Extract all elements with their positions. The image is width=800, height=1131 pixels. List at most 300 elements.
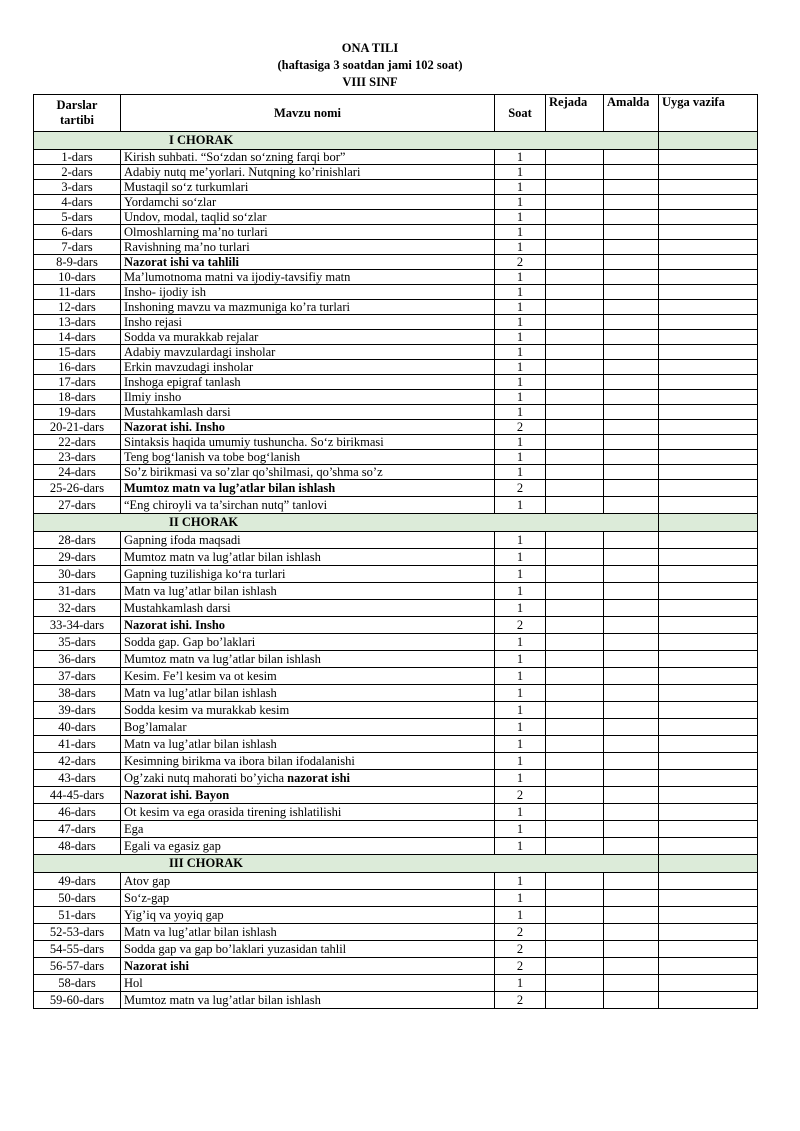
- plan-cell: [546, 532, 604, 549]
- lesson-topic-text: Insho rejasi: [124, 315, 182, 329]
- lesson-topic: [121, 804, 495, 821]
- table-row: [34, 804, 758, 821]
- lesson-hours: 1: [495, 975, 546, 992]
- lesson-topic: [121, 315, 495, 330]
- table-row: [34, 685, 758, 702]
- lesson-topic-text: Nazorat ishi. Bayon: [124, 788, 230, 802]
- lesson-hours: 1: [495, 285, 546, 300]
- homework-cell: [659, 873, 758, 890]
- actual-cell: [604, 390, 659, 405]
- lesson-topic-bold-text: nazorat ishi: [287, 771, 351, 785]
- plan-cell: [546, 405, 604, 420]
- lesson-topic-text: Adabiy mavzulardagi insholar: [124, 345, 276, 359]
- lesson-number: 56-57-dars: [34, 958, 121, 975]
- table-row: [34, 150, 758, 165]
- homework-cell: [659, 975, 758, 992]
- homework-cell: [659, 668, 758, 685]
- lesson-topic: [121, 634, 495, 651]
- col-header-actual: Amalda: [604, 95, 659, 132]
- homework-cell: [659, 549, 758, 566]
- lesson-hours: 1: [495, 465, 546, 480]
- lesson-topic-text: Nazorat ishi: [124, 959, 189, 973]
- plan-cell: [546, 890, 604, 907]
- table-row: [34, 180, 758, 195]
- lesson-hours: 1: [495, 838, 546, 855]
- homework-cell: [659, 270, 758, 285]
- lesson-hours: 1: [495, 907, 546, 924]
- lesson-number: 14-dars: [34, 330, 121, 345]
- table-row: [34, 634, 758, 651]
- actual-cell: [604, 821, 659, 838]
- plan-cell: [546, 315, 604, 330]
- actual-cell: [604, 330, 659, 345]
- quarter-label: I CHORAK: [34, 132, 659, 150]
- plan-cell: [546, 180, 604, 195]
- homework-cell: [659, 719, 758, 736]
- actual-cell: [604, 497, 659, 514]
- actual-cell: [604, 345, 659, 360]
- lesson-number: 27-dars: [34, 497, 121, 514]
- lesson-topic: [121, 975, 495, 992]
- lesson-topic: [121, 210, 495, 225]
- lesson-topic-text: Mumtoz matn va lug’atlar bilan ishlash: [124, 993, 321, 1007]
- lesson-topic-text: Yordamchi so‘zlar: [124, 195, 217, 209]
- table-row: [34, 195, 758, 210]
- lesson-topic-text: Ega: [124, 822, 144, 836]
- lesson-hours: 1: [495, 685, 546, 702]
- actual-cell: [604, 450, 659, 465]
- plan-cell: [546, 804, 604, 821]
- plan-cell: [546, 838, 604, 855]
- lesson-number: 47-dars: [34, 821, 121, 838]
- table-row: [34, 375, 758, 390]
- plan-cell: [546, 992, 604, 1009]
- lesson-number: 48-dars: [34, 838, 121, 855]
- lesson-topic-text: Og’zaki nutq mahorati bo’yicha: [124, 771, 288, 785]
- plan-cell: [546, 270, 604, 285]
- actual-cell: [604, 532, 659, 549]
- lesson-hours: 1: [495, 315, 546, 330]
- lesson-topic-text: Teng bog‘lanish va tobe bog‘lanish: [124, 450, 301, 464]
- lesson-topic: [121, 685, 495, 702]
- lesson-topic: [121, 195, 495, 210]
- plan-cell: [546, 924, 604, 941]
- lesson-topic-text: Erkin mavzudagi insholar: [124, 360, 254, 374]
- lesson-number: 32-dars: [34, 600, 121, 617]
- lesson-number: 5-dars: [34, 210, 121, 225]
- table-row: [34, 566, 758, 583]
- lesson-topic: [121, 821, 495, 838]
- lesson-hours: 1: [495, 150, 546, 165]
- lesson-topic-text: Ravishning ma’no turlari: [124, 240, 250, 254]
- lesson-topic: [121, 838, 495, 855]
- actual-cell: [604, 719, 659, 736]
- actual-cell: [604, 285, 659, 300]
- actual-cell: [604, 210, 659, 225]
- lesson-number: 38-dars: [34, 685, 121, 702]
- lesson-topic: [121, 583, 495, 600]
- table-row: [34, 992, 758, 1009]
- lesson-topic: [121, 702, 495, 719]
- homework-cell: [659, 634, 758, 651]
- actual-cell: [604, 924, 659, 941]
- lesson-number: 15-dars: [34, 345, 121, 360]
- plan-cell: [546, 617, 604, 634]
- lesson-number: 23-dars: [34, 450, 121, 465]
- lesson-topic: [121, 958, 495, 975]
- homework-cell: [659, 497, 758, 514]
- plan-cell: [546, 958, 604, 975]
- table-row: [34, 497, 758, 514]
- lesson-number: 58-dars: [34, 975, 121, 992]
- actual-cell: [604, 651, 659, 668]
- actual-cell: [604, 873, 659, 890]
- homework-cell: [659, 804, 758, 821]
- plan-cell: [546, 195, 604, 210]
- homework-cell: [659, 465, 758, 480]
- lesson-hours: 1: [495, 634, 546, 651]
- actual-cell: [604, 736, 659, 753]
- quarter-row: [34, 514, 758, 532]
- plan-cell: [546, 907, 604, 924]
- lesson-topic: [121, 890, 495, 907]
- lesson-topic: [121, 285, 495, 300]
- actual-cell: [604, 770, 659, 787]
- actual-cell: [604, 787, 659, 804]
- lesson-number: 36-dars: [34, 651, 121, 668]
- col-header-plan: Rejada: [546, 95, 604, 132]
- homework-cell: [659, 360, 758, 375]
- actual-cell: [604, 150, 659, 165]
- lesson-hours: 1: [495, 890, 546, 907]
- homework-cell: [659, 600, 758, 617]
- table-row: [34, 549, 758, 566]
- homework-cell: [659, 924, 758, 941]
- quarter-homework-cell: [659, 514, 758, 532]
- homework-cell: [659, 285, 758, 300]
- lesson-topic-text: Gapning tuzilishiga ko‘ra turlari: [124, 567, 286, 581]
- lesson-hours: 1: [495, 804, 546, 821]
- actual-cell: [604, 435, 659, 450]
- actual-cell: [604, 838, 659, 855]
- homework-cell: [659, 702, 758, 719]
- plan-cell: [546, 941, 604, 958]
- table-row: [34, 873, 758, 890]
- plan-cell: [546, 770, 604, 787]
- actual-cell: [604, 315, 659, 330]
- lesson-topic-text: Mustaqil so‘z turkumlari: [124, 180, 249, 194]
- lesson-topic: [121, 719, 495, 736]
- table-row: [34, 583, 758, 600]
- lesson-topic: [121, 405, 495, 420]
- lesson-topic: [121, 668, 495, 685]
- lesson-topic-text: Ilmiy insho: [124, 390, 182, 404]
- lesson-topic: [121, 770, 495, 787]
- homework-cell: [659, 787, 758, 804]
- lesson-hours: 1: [495, 270, 546, 285]
- lesson-number: 51-dars: [34, 907, 121, 924]
- homework-cell: [659, 736, 758, 753]
- lesson-topic: [121, 450, 495, 465]
- lesson-hours: 2: [495, 255, 546, 270]
- table-row: [34, 668, 758, 685]
- lesson-topic-text: Kesimning birikma va ibora bilan ifodalanishi: [124, 754, 355, 768]
- lesson-number: 24-dars: [34, 465, 121, 480]
- homework-cell: [659, 330, 758, 345]
- lesson-topic-text: Sodda va murakkab rejalar: [124, 330, 259, 344]
- lesson-hours: 1: [495, 719, 546, 736]
- lesson-topic: [121, 345, 495, 360]
- lesson-topic: [121, 360, 495, 375]
- homework-cell: [659, 685, 758, 702]
- plan-cell: [546, 165, 604, 180]
- lesson-topic-text: Mustahkamlash darsi: [124, 405, 231, 419]
- lesson-topic: [121, 465, 495, 480]
- lesson-hours: 1: [495, 770, 546, 787]
- lesson-number: 50-dars: [34, 890, 121, 907]
- lesson-number: 17-dars: [34, 375, 121, 390]
- lesson-number: 8-9-dars: [34, 255, 121, 270]
- homework-cell: [659, 180, 758, 195]
- lesson-hours: 1: [495, 300, 546, 315]
- lesson-number: 10-dars: [34, 270, 121, 285]
- lesson-topic: [121, 375, 495, 390]
- col-header-order-line1: Darslar: [56, 98, 98, 112]
- lesson-topic: [121, 497, 495, 514]
- lesson-hours: 1: [495, 360, 546, 375]
- lesson-topic: [121, 165, 495, 180]
- plan-cell: [546, 360, 604, 375]
- lesson-hours: 1: [495, 405, 546, 420]
- lesson-topic: [121, 992, 495, 1009]
- plan-cell: [546, 480, 604, 497]
- actual-cell: [604, 907, 659, 924]
- lesson-topic: [121, 549, 495, 566]
- lesson-topic-text: Egali va egasiz gap: [124, 839, 221, 853]
- plan-cell: [546, 285, 604, 300]
- lesson-number: 22-dars: [34, 435, 121, 450]
- lesson-topic-text: Sintaksis haqida umumiy tushuncha. So‘z birikmasi: [124, 435, 384, 449]
- lesson-number: 4-dars: [34, 195, 121, 210]
- lesson-number: 20-21-dars: [34, 420, 121, 435]
- lesson-number: 54-55-dars: [34, 941, 121, 958]
- lesson-hours: 1: [495, 225, 546, 240]
- homework-cell: [659, 617, 758, 634]
- lesson-hours: 1: [495, 736, 546, 753]
- actual-cell: [604, 668, 659, 685]
- plan-cell: [546, 549, 604, 566]
- plan-cell: [546, 390, 604, 405]
- table-row: [34, 838, 758, 855]
- homework-cell: [659, 480, 758, 497]
- actual-cell: [604, 958, 659, 975]
- actual-cell: [604, 480, 659, 497]
- lesson-hours: 1: [495, 600, 546, 617]
- lesson-hours: 1: [495, 583, 546, 600]
- table-row: [34, 702, 758, 719]
- lesson-number: 2-dars: [34, 165, 121, 180]
- lesson-topic: [121, 532, 495, 549]
- lesson-number: 31-dars: [34, 583, 121, 600]
- table-row: [34, 958, 758, 975]
- lesson-topic-text: Adabiy nutq me’yorlari. Nutqning ko’rinishlari: [124, 165, 361, 179]
- plan-cell: [546, 450, 604, 465]
- col-header-order-line2: tartibi: [59, 113, 95, 127]
- lesson-topic-text: Nazorat ishi. Insho: [124, 420, 226, 434]
- lesson-hours: 1: [495, 330, 546, 345]
- lesson-number: 25-26-dars: [34, 480, 121, 497]
- lesson-topic: [121, 941, 495, 958]
- lesson-topic: [121, 255, 495, 270]
- lesson-topic: [121, 907, 495, 924]
- actual-cell: [604, 195, 659, 210]
- lesson-topic-text: So’z birikmasi va so’zlar qo’shilmasi, qo’shma so’z: [124, 465, 383, 479]
- table-row: [34, 975, 758, 992]
- col-header-hours: Soat: [495, 95, 546, 132]
- actual-cell: [604, 941, 659, 958]
- lesson-topic-text: Inshoga epigraf tanlash: [124, 375, 241, 389]
- lesson-topic: [121, 873, 495, 890]
- homework-cell: [659, 435, 758, 450]
- lesson-number: 33-34-dars: [34, 617, 121, 634]
- lesson-number: 52-53-dars: [34, 924, 121, 941]
- homework-cell: [659, 958, 758, 975]
- homework-cell: [659, 821, 758, 838]
- lesson-topic: [121, 150, 495, 165]
- lesson-topic-text: Mumtoz matn va lug’atlar bilan ishlash: [124, 652, 321, 666]
- lesson-hours: 2: [495, 480, 546, 497]
- table-row: [34, 390, 758, 405]
- lesson-topic-text: Ma’lumotnoma matni va ijodiy-tavsifiy matn: [124, 270, 351, 284]
- homework-cell: [659, 420, 758, 435]
- homework-cell: [659, 240, 758, 255]
- table-row: [34, 465, 758, 480]
- plan-cell: [546, 702, 604, 719]
- table-row: [34, 345, 758, 360]
- lesson-topic: [121, 753, 495, 770]
- table-row: [34, 450, 758, 465]
- table-row: [34, 360, 758, 375]
- table-row: [34, 924, 758, 941]
- lesson-topic-text: Yig’iq va yoyiq gap: [124, 908, 224, 922]
- table-row: [34, 890, 758, 907]
- table-row: [34, 315, 758, 330]
- homework-cell: [659, 225, 758, 240]
- lesson-topic-text: Sodda gap. Gap bo’laklari: [124, 635, 256, 649]
- lesson-hours: 1: [495, 532, 546, 549]
- lesson-hours: 1: [495, 821, 546, 838]
- actual-cell: [604, 992, 659, 1009]
- homework-cell: [659, 345, 758, 360]
- lesson-hours: 1: [495, 651, 546, 668]
- homework-cell: [659, 651, 758, 668]
- lesson-hours: 1: [495, 450, 546, 465]
- plan-cell: [546, 497, 604, 514]
- homework-cell: [659, 375, 758, 390]
- lesson-topic: [121, 225, 495, 240]
- homework-cell: [659, 195, 758, 210]
- lesson-hours: 1: [495, 435, 546, 450]
- homework-cell: [659, 405, 758, 420]
- actual-cell: [604, 465, 659, 480]
- table-row: [34, 300, 758, 315]
- lesson-topic-text: Mumtoz matn va lug’atlar bilan ishlash: [124, 481, 336, 495]
- lesson-number: 6-dars: [34, 225, 121, 240]
- lesson-hours: 2: [495, 958, 546, 975]
- lesson-topic-text: So‘z-gap: [124, 891, 170, 905]
- plan-cell: [546, 210, 604, 225]
- actual-cell: [604, 753, 659, 770]
- table-row: [34, 225, 758, 240]
- plan-cell: [546, 736, 604, 753]
- lesson-topic-text: “Eng chiroyli va ta’sirchan nutq” tanlovi: [124, 498, 328, 512]
- homework-cell: [659, 907, 758, 924]
- lesson-hours: 1: [495, 497, 546, 514]
- document-title: ONA TILI: [341, 41, 399, 55]
- lesson-number: 12-dars: [34, 300, 121, 315]
- lesson-topic: [121, 300, 495, 315]
- table-row: [34, 270, 758, 285]
- plan-cell: [546, 600, 604, 617]
- actual-cell: [604, 240, 659, 255]
- actual-cell: [604, 255, 659, 270]
- lesson-topic: [121, 787, 495, 804]
- actual-cell: [604, 600, 659, 617]
- plan-cell: [546, 668, 604, 685]
- lesson-number: 39-dars: [34, 702, 121, 719]
- lesson-hours: 1: [495, 165, 546, 180]
- lesson-hours: 1: [495, 753, 546, 770]
- lesson-hours: 1: [495, 566, 546, 583]
- quarter-row: [34, 132, 758, 150]
- table-row: [34, 941, 758, 958]
- lesson-topic: [121, 736, 495, 753]
- lesson-topic-text: Kesim. Fe’l kesim va ot kesim: [124, 669, 277, 683]
- plan-cell: [546, 719, 604, 736]
- lesson-topic-text: Bog’lamalar: [124, 720, 187, 734]
- actual-cell: [604, 890, 659, 907]
- plan-cell: [546, 345, 604, 360]
- lesson-number: 40-dars: [34, 719, 121, 736]
- lesson-number: 43-dars: [34, 770, 121, 787]
- actual-cell: [604, 702, 659, 719]
- homework-cell: [659, 210, 758, 225]
- lesson-topic-text: Olmoshlarning ma’no turlari: [124, 225, 268, 239]
- actual-cell: [604, 617, 659, 634]
- homework-cell: [659, 255, 758, 270]
- actual-cell: [604, 180, 659, 195]
- homework-cell: [659, 532, 758, 549]
- actual-cell: [604, 165, 659, 180]
- table-row: [34, 651, 758, 668]
- lesson-topic: [121, 420, 495, 435]
- lesson-number: 13-dars: [34, 315, 121, 330]
- table-row: [34, 753, 758, 770]
- lesson-hours: 1: [495, 210, 546, 225]
- homework-cell: [659, 450, 758, 465]
- grade-label: VIII SINF: [342, 75, 398, 89]
- lesson-topic: [121, 924, 495, 941]
- lesson-topic: [121, 390, 495, 405]
- plan-cell: [546, 255, 604, 270]
- lesson-topic-text: Mustahkamlash darsi: [124, 601, 231, 615]
- lesson-number: 11-dars: [34, 285, 121, 300]
- lesson-number: 35-dars: [34, 634, 121, 651]
- plan-cell: [546, 753, 604, 770]
- homework-cell: [659, 150, 758, 165]
- plan-cell: [546, 685, 604, 702]
- lesson-hours: 1: [495, 668, 546, 685]
